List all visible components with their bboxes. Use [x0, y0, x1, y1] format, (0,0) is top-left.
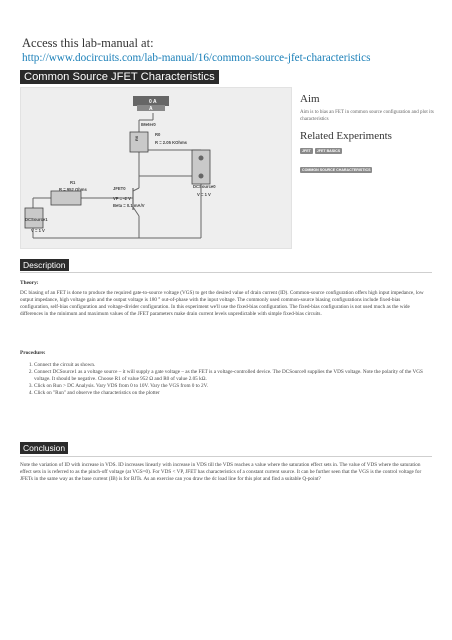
conclusion-heading: Conclusion	[20, 442, 68, 454]
r1-value: R = 952 Ohms	[59, 187, 87, 192]
aim-text: Aim is to bias an FET in common source configuration and plot its characteristics	[300, 110, 434, 122]
ammeter-name: IMeter0	[141, 122, 156, 127]
aim-heading: Aim	[300, 93, 320, 105]
description-divider	[20, 272, 432, 273]
conclusion-divider	[20, 456, 432, 457]
dcsource1-value: V = 1 V	[31, 228, 45, 233]
procedure-label: Procedure:	[20, 350, 46, 356]
theory-label: Theory:	[20, 280, 39, 286]
jfet-name: JFET0	[113, 186, 126, 191]
description-heading: Description	[20, 259, 69, 271]
dcsource0-name: DCSource0	[193, 184, 216, 189]
dcsource0-terminal-pos	[199, 156, 204, 161]
ammeter-symbol-label: A	[149, 106, 153, 112]
access-label: Access this lab-manual at:	[22, 36, 154, 50]
conclusion-text: Note the variation of ID with increase in VDS. ID increases linearly with increase in VDS till the VDS reaches a value where the saturation effect sets in. The value of VDS where the saturation effect sets in is referred to as the pinch-off voltage (at VGS=0). For VDS < VP, JFET has characteristics of a constant current source. It can be further seen that the VGS is the control voltage for JFETs in the same way as the base current (IB) is for BJTs. As an exercise can you draw the dc load line for this plot and find a suitable Q-point?	[20, 462, 422, 483]
tag-jfet[interactable]: JFET	[302, 149, 311, 154]
procedure-step-2: 2. Connect DCSource1 as a voltage source – it will supply a gate voltage – as the FET is a voltage-controlled device. The DCSource0 supplies the VDS voltage. Note the polarity of the VGS voltage. It should be negative. Choose R1 of value 952 Ω and R0 of value 2.05 kΩ.	[34, 369, 434, 383]
tag-jfet-basics[interactable]: JFET BASICS	[316, 149, 341, 154]
r0-resistor	[130, 132, 148, 152]
related-tags-row-2	[300, 158, 372, 176]
procedure-steps	[20, 362, 434, 397]
related-tags-row-1	[300, 148, 342, 154]
r1-name: R1	[70, 180, 76, 185]
r0-symbol: R0	[134, 135, 139, 141]
jfet-vp: VP = -2 V	[113, 196, 131, 201]
lab-manual-link[interactable]: http://www.docircuits.com/lab-manual/16/common-source-jfet-characteristics	[22, 52, 371, 64]
ammeter-reading: 0 A	[149, 99, 157, 105]
procedure-step-3: 3. Click on Run > DC Analysis. Vary VDS from 0 to 10V. Vary the VGS from 0 to 2V.	[34, 383, 434, 390]
procedure-step-4: 4. Click on "Run" and observe the characteristics on the plotter	[34, 390, 434, 397]
jfet-symbol	[129, 188, 139, 216]
dcsource1-name: DCSource1	[25, 217, 48, 222]
procedure-step-1: 1. Connect the circuit as shown.	[34, 362, 434, 369]
jfet-beta: Beta = 0.1 mA/V	[113, 203, 145, 208]
dcsource0-box	[192, 150, 210, 184]
r0-value: R = 2.05 KOhms	[155, 140, 188, 145]
related-experiments-heading: Related Experiments	[300, 130, 392, 142]
tag-common-source[interactable]: COMMON SOURCE CHARACTERISTICS	[302, 168, 371, 172]
circuit-diagram	[20, 87, 292, 249]
dcsource0-terminal-neg	[199, 174, 204, 179]
r1-resistor	[51, 191, 81, 205]
theory-text: DC biasing of an FET is done to produce the required gate-to-source voltage (VGS) to get the desired value of drain current (ID). Common-source configuration offers high input impedance, low output impedance, high voltage gain and the output voltage is 180 ° out-of-phase with the input voltage. The commonly used common-source biasing configurations include fixed-bias configuration, self-bias configuration and voltage-divider configuration. In this experiment we'll use the fixed-bias configuration. The fixed-bias configuration is not used much as the wide differences in the minimum and maximum values of the JFET parameters make drain current levels unpredictable with simple fixed-bias circuits.	[20, 290, 424, 318]
dcsource0-value: V = 1 V	[197, 192, 211, 197]
r0-name: R0	[155, 132, 161, 137]
page-title: Common Source JFET Characteristics	[20, 70, 219, 84]
circuit-schematic	[21, 88, 291, 248]
circuit-wires	[33, 120, 201, 238]
